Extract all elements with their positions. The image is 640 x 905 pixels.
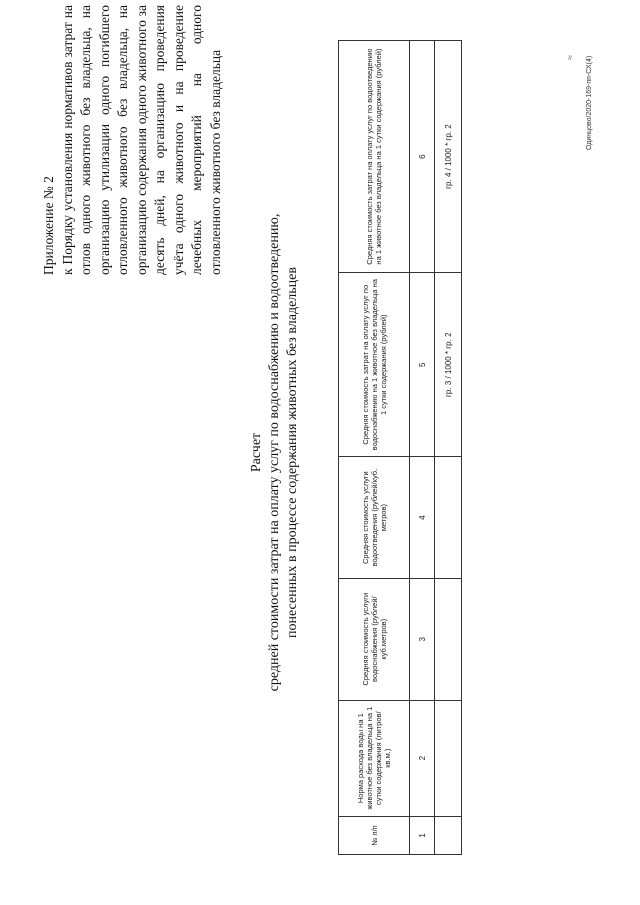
table-number-row [410, 41, 435, 855]
header-cell: Средняя стоимость затрат на оплату услуг по водоснабжению на 1 животное без владельца на 1 сутки содержания (рублей) [339, 273, 410, 457]
column-number: 5 [410, 273, 435, 457]
formula-cell: гр. 3 / 1000 * гр. 2 [435, 273, 462, 457]
appendix-block [40, 5, 225, 275]
heading: Расчет [249, 432, 264, 473]
column-number: 4 [410, 457, 435, 579]
header-cell: Средняя стоимость услуги водоотведения (рублей/куб. метров) [339, 457, 410, 579]
appendix-title: Приложение № 2 [41, 176, 56, 275]
header-cell: Средняя стоимость затрат на оплату услуг по водоотведению на 1 животное без владельца на 1 сутки содержания (рублей) [339, 41, 410, 273]
column-number: 2 [410, 700, 435, 816]
subtitle-line-1: средней стоимости затрат на оплату услуг по водоснабжению и водоотведению, [267, 213, 282, 692]
appendix-text: к Порядку установления нормативов затрат на отлов одного животного без владельца, на организацию утилизации одного погибшего отловленного животного без владельца, на организацию содержания одного животного за десять дней, на организацию проведения учёта одного животного и на проведение лечебных мероприятий на одного отловленного животного без владельца [59, 5, 223, 275]
column-number: 1 [410, 816, 435, 854]
formula-cell [435, 816, 462, 854]
column-number: 6 [410, 41, 435, 273]
calculation-table [338, 40, 462, 855]
header-cell: Средняя стоимость услуги водоснабжения (рублей/куб.метров) [339, 578, 410, 700]
document-title [248, 40, 302, 865]
table-formula-row [435, 41, 462, 855]
header-cell: № п/п [339, 816, 410, 854]
header-cell: Норма расхода воды на 1 животное без владельца на 1 сутки содержания (литров/кв.м.) [339, 700, 410, 816]
document-code: Одинцово/2020-169-пп-СХ(4) [586, 55, 593, 150]
formula-cell: гр. 4 / 1000 * гр. 2 [435, 41, 462, 273]
formula-cell [435, 578, 462, 700]
formula-cell [435, 457, 462, 579]
column-number: 3 [410, 578, 435, 700]
margin-mark: ≈ [565, 55, 575, 60]
formula-cell [435, 700, 462, 816]
table-header-row [339, 41, 410, 855]
subtitle-line-2: понесенных в процессе содержания животных без владельцев [285, 267, 300, 638]
